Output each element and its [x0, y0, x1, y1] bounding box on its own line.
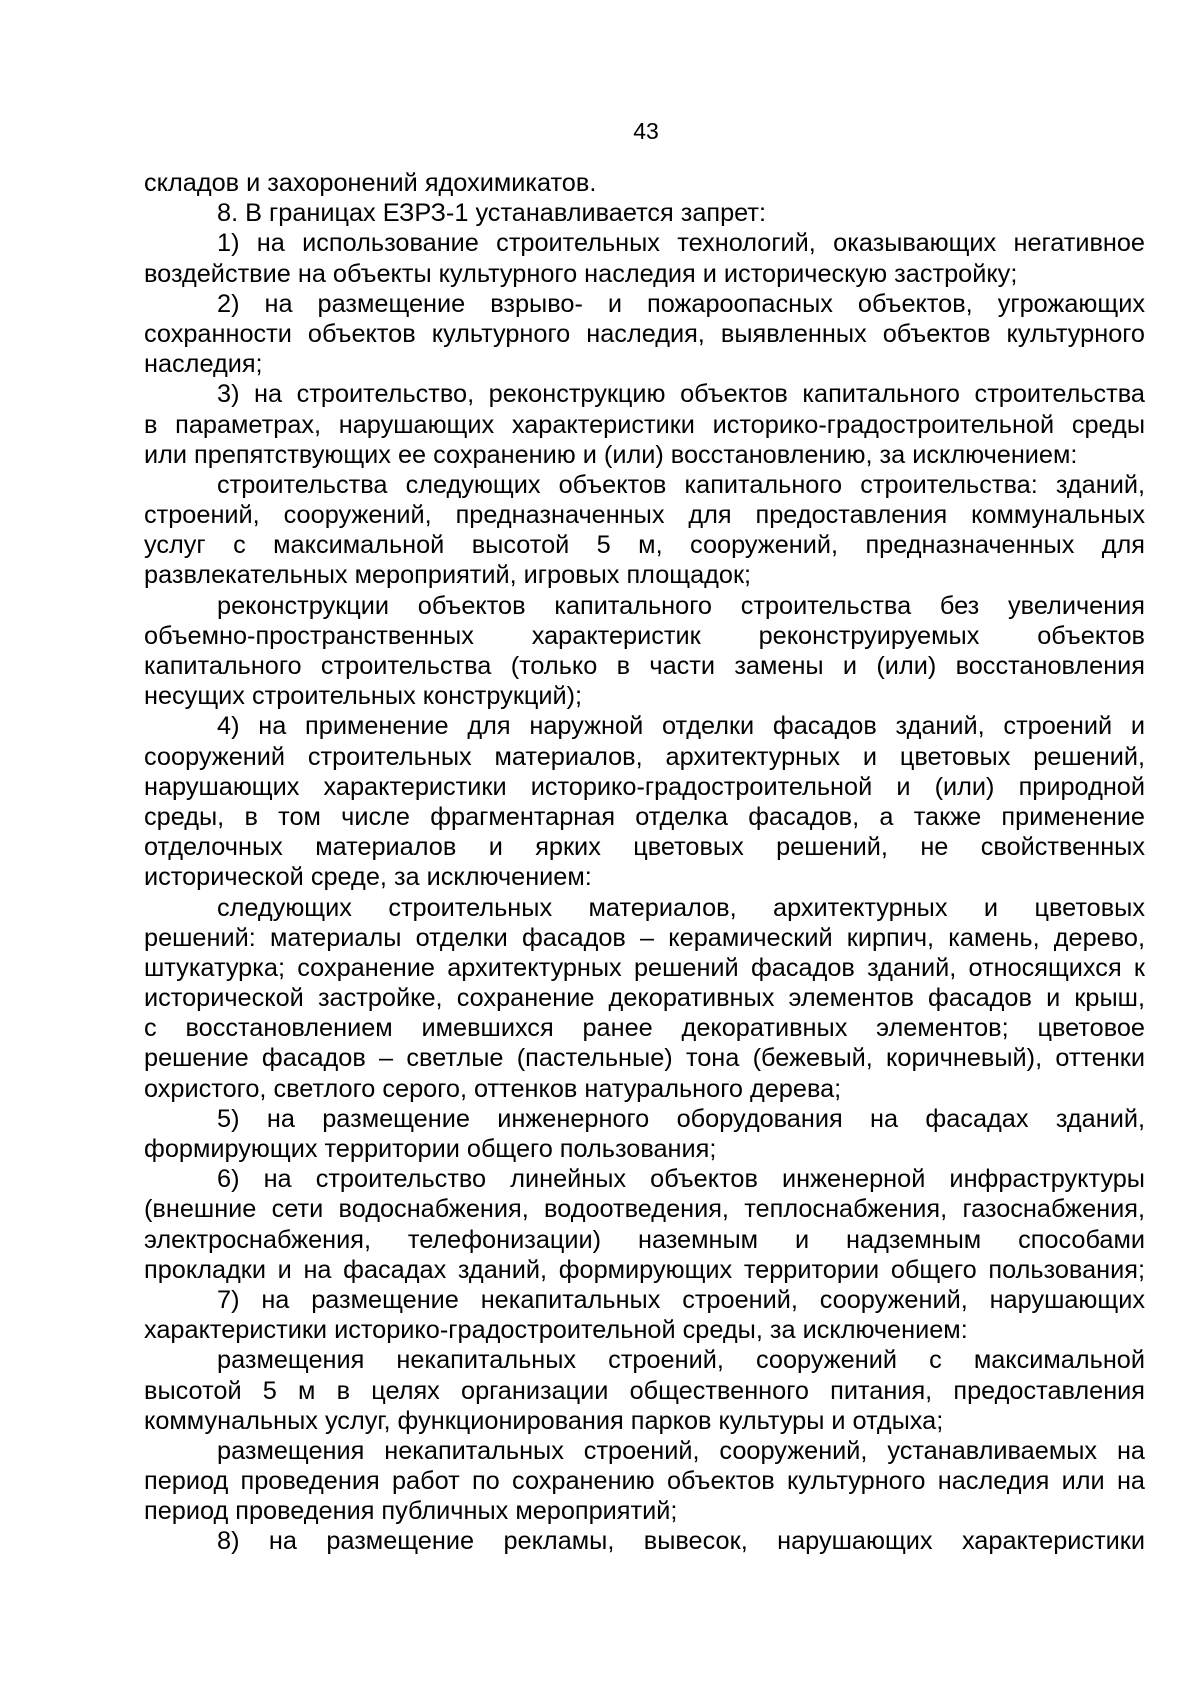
text-line: 4) на применение для наружной отделки фасадов зданий, строений и [217, 712, 1145, 741]
text-line: объемно-пространственных характеристик реконструируемых объектов [144, 621, 1145, 650]
text-line: коммунальных услуг, функционирования парков культуры и отдыха; [144, 1406, 944, 1435]
text-line: (внешние сети водоснабжения, водоотведения, теплоснабжения, газоснабжения, [144, 1195, 1145, 1224]
text-line: отделочных материалов и ярких цветовых решений, не свойственных [144, 833, 1145, 862]
text-line: воздействие на объекты культурного наследия и историческую застройку; [144, 259, 1018, 288]
text-line: высотой 5 м в целях организации общественного питания, предоставления [144, 1376, 1145, 1405]
text-line: сохранности объектов культурного наследия, выявленных объектов культурного [144, 319, 1145, 348]
text-line: наследия; [144, 350, 263, 379]
text-line: 3) на строительство, реконструкцию объектов капитального строительства [217, 380, 1145, 409]
text-line: 8) на размещение рекламы, вывесок, нарушающих характеристики [217, 1527, 1145, 1556]
text-line: период проведения публичных мероприятий; [144, 1497, 678, 1526]
text-line: реконструкции объектов капитального строительства без увеличения [217, 591, 1145, 620]
text-line: 7) на размещение некапитальных строений, сооружений, нарушающих [217, 1285, 1145, 1314]
text-line: 5) на размещение инженерного оборудования на фасадах зданий, [217, 1104, 1145, 1133]
text-line: услуг с максимальной высотой 5 м, сооружений, предназначенных для [144, 531, 1145, 560]
text-line: характеристики историко-градостроительной среды, за исключением: [144, 1316, 968, 1345]
text-line: с восстановлением имевшихся ранее декоративных элементов; цветовое [144, 1014, 1145, 1043]
text-line: строительства следующих объектов капитального строительства: зданий, [217, 470, 1145, 499]
text-line: следующих строительных материалов, архитектурных и цветовых [217, 893, 1145, 922]
text-line: формирующих территории общего пользования; [144, 1135, 717, 1163]
text-line: 6) на строительство линейных объектов инженерной инфраструктуры [217, 1165, 1145, 1194]
document-body [144, 168, 1145, 1557]
text-line: прокладки и на фасадах зданий, формирующих территории общего пользования; [144, 1255, 1145, 1284]
text-line: охристого, светлого серого, оттенков натурального дерева; [144, 1074, 842, 1103]
text-line: исторической застройке, сохранение декоративных элементов фасадов и крыш, [144, 984, 1145, 1013]
text-line: 8. В границах ЕЗРЗ-1 устанавливается запрет: [217, 199, 767, 228]
text-line: развлекательных мероприятий, игровых площадок; [144, 561, 752, 590]
text-line: в параметрах, нарушающих характеристики историко-градостроительной среды [144, 410, 1145, 439]
text-line: исторической среде, за исключением: [144, 863, 592, 892]
text-line: складов и захоронений ядохимикатов. [144, 169, 597, 197]
text-line: размещения некапитальных строений, сооружений с максимальной [217, 1346, 1145, 1375]
text-line: решений: материалы отделки фасадов – керамический кирпич, камень, дерево, [144, 923, 1145, 952]
text-line: 1) на использование строительных технологий, оказывающих негативное [217, 229, 1145, 258]
text-line: штукатурка; сохранение архитектурных решений фасадов зданий, относящихся к [144, 953, 1145, 982]
text-line: среды, в том числе фрагментарная отделка фасадов, а также применение [144, 802, 1145, 831]
text-line: 2) на размещение взрыво- и пожароопасных объектов, угрожающих [217, 289, 1145, 318]
text-line: нарушающих характеристики историко-градостроительной и (или) природной [144, 772, 1145, 801]
text-line: период проведения работ по сохранению объектов культурного наследия или на [144, 1467, 1145, 1496]
text-line: размещения некапитальных строений, сооружений, устанавливаемых на [217, 1436, 1145, 1465]
text-line: строений, сооружений, предназначенных для предоставления коммунальных [144, 501, 1145, 530]
text-line: электроснабжения, телефонизации) наземным и надземным способами [144, 1225, 1145, 1254]
text-line: несущих строительных конструкций); [144, 682, 583, 711]
page-number: 43 [633, 118, 659, 144]
text-line: решение фасадов – светлые (пастельные) тона (бежевый, коричневый), оттенки [144, 1044, 1145, 1073]
text-line: или препятствующих ее сохранению и (или) восстановлению, за исключением: [144, 440, 1078, 469]
text-line: сооружений строительных материалов, архитектурных и цветовых решений, [144, 742, 1145, 771]
text-line: капитального строительства (только в части замены и (или) восстановления [144, 652, 1145, 680]
